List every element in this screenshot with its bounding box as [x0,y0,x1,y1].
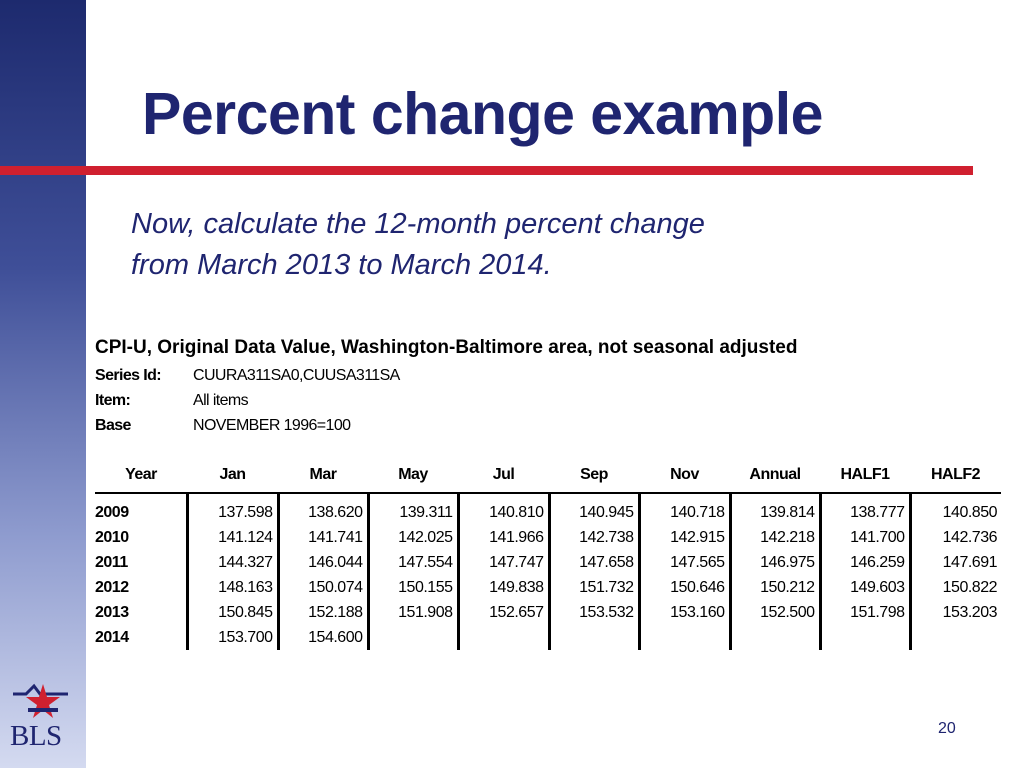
base-label: Base [95,417,131,434]
value-cell: 140.810 [458,493,549,525]
value-cell [730,625,820,650]
value-cell: 147.691 [910,550,1001,575]
value-cell: 146.259 [820,550,910,575]
column-header-jul: Jul [458,458,549,493]
value-cell: 142.915 [639,525,730,550]
column-header-mar: Mar [278,458,368,493]
series-id-label: Series Id: [95,367,162,384]
value-cell: 150.155 [368,575,458,600]
subtitle-line-1: Now, calculate the 12-month percent change [131,208,705,240]
value-cell: 142.025 [368,525,458,550]
table-row [95,550,1001,575]
value-cell: 153.160 [639,600,730,625]
year-cell: 2011 [95,553,128,571]
item-row [95,388,1001,413]
table-row [95,493,1001,525]
year-cell: 2009 [95,503,129,521]
column-header-half1: HALF1 [820,458,910,493]
value-cell: 141.741 [278,525,368,550]
item-value: All items [193,392,249,409]
bls-logo-text: BLS [10,720,62,752]
value-cell [639,625,730,650]
value-cell: 152.500 [730,600,820,625]
value-cell: 151.908 [368,600,458,625]
year-cell: 2010 [95,528,129,546]
year-cell: 2013 [95,603,129,621]
value-cell: 139.311 [368,493,458,525]
table-row [95,525,1001,550]
series-id-row [95,363,1001,388]
title-divider [0,166,973,175]
cpi-table [95,458,1001,650]
value-cell: 149.603 [820,575,910,600]
value-cell: 150.212 [730,575,820,600]
base-row [95,413,1001,438]
value-cell: 151.798 [820,600,910,625]
value-cell: 150.646 [639,575,730,600]
value-cell: 146.975 [730,550,820,575]
value-cell: 147.658 [549,550,639,575]
logo-stripe [28,708,58,712]
column-header-may: May [368,458,458,493]
value-cell: 138.777 [820,493,910,525]
table-row [95,600,1001,625]
value-cell: 144.327 [187,550,278,575]
page-number: 20 [938,720,956,737]
column-header-nov: Nov [639,458,730,493]
item-label: Item: [95,392,131,409]
value-cell [910,625,1001,650]
column-header-year: Year [95,458,187,493]
column-header-half2: HALF2 [910,458,1001,493]
value-cell: 141.700 [820,525,910,550]
cpi-data-block [95,333,1001,646]
value-cell: 139.814 [730,493,820,525]
value-cell: 140.945 [549,493,639,525]
value-cell: 152.188 [278,600,368,625]
year-cell: 2012 [95,578,129,596]
value-cell: 141.124 [187,525,278,550]
value-cell [820,625,910,650]
value-cell: 140.850 [910,493,1001,525]
value-cell: 154.600 [278,625,368,650]
value-cell: 141.966 [458,525,549,550]
value-cell: 142.218 [730,525,820,550]
base-value: NOVEMBER 1996=100 [193,417,351,434]
table-row [95,575,1001,600]
value-cell: 138.620 [278,493,368,525]
value-cell: 150.822 [910,575,1001,600]
value-cell [549,625,639,650]
value-cell [458,625,549,650]
value-cell: 142.738 [549,525,639,550]
column-header-sep: Sep [549,458,639,493]
table-header-row [95,458,1001,493]
value-cell: 142.736 [910,525,1001,550]
year-cell: 2014 [95,628,129,646]
value-cell: 147.554 [368,550,458,575]
value-cell [368,625,458,650]
value-cell: 153.700 [187,625,278,650]
value-cell: 150.074 [278,575,368,600]
page-title: Percent change example [142,81,823,147]
value-cell: 147.747 [458,550,549,575]
cpi-heading: CPI-U, Original Data Value, Washington-Baltimore area, not seasonal adjusted [95,337,798,358]
sidebar-gradient [0,0,86,768]
subtitle [131,204,705,286]
value-cell: 153.532 [549,600,639,625]
column-header-jan: Jan [187,458,278,493]
table-row [95,625,1001,650]
table-body [95,493,1001,650]
value-cell: 150.845 [187,600,278,625]
column-header-annual: Annual [730,458,820,493]
value-cell: 153.203 [910,600,1001,625]
value-cell: 151.732 [549,575,639,600]
value-cell: 140.718 [639,493,730,525]
series-id-value: CUURA311SA0,CUUSA311SA [193,367,400,384]
value-cell: 147.565 [639,550,730,575]
value-cell: 148.163 [187,575,278,600]
value-cell: 146.044 [278,550,368,575]
value-cell: 137.598 [187,493,278,525]
value-cell: 149.838 [458,575,549,600]
value-cell: 152.657 [458,600,549,625]
subtitle-line-2: from March 2013 to March 2014. [131,249,552,281]
